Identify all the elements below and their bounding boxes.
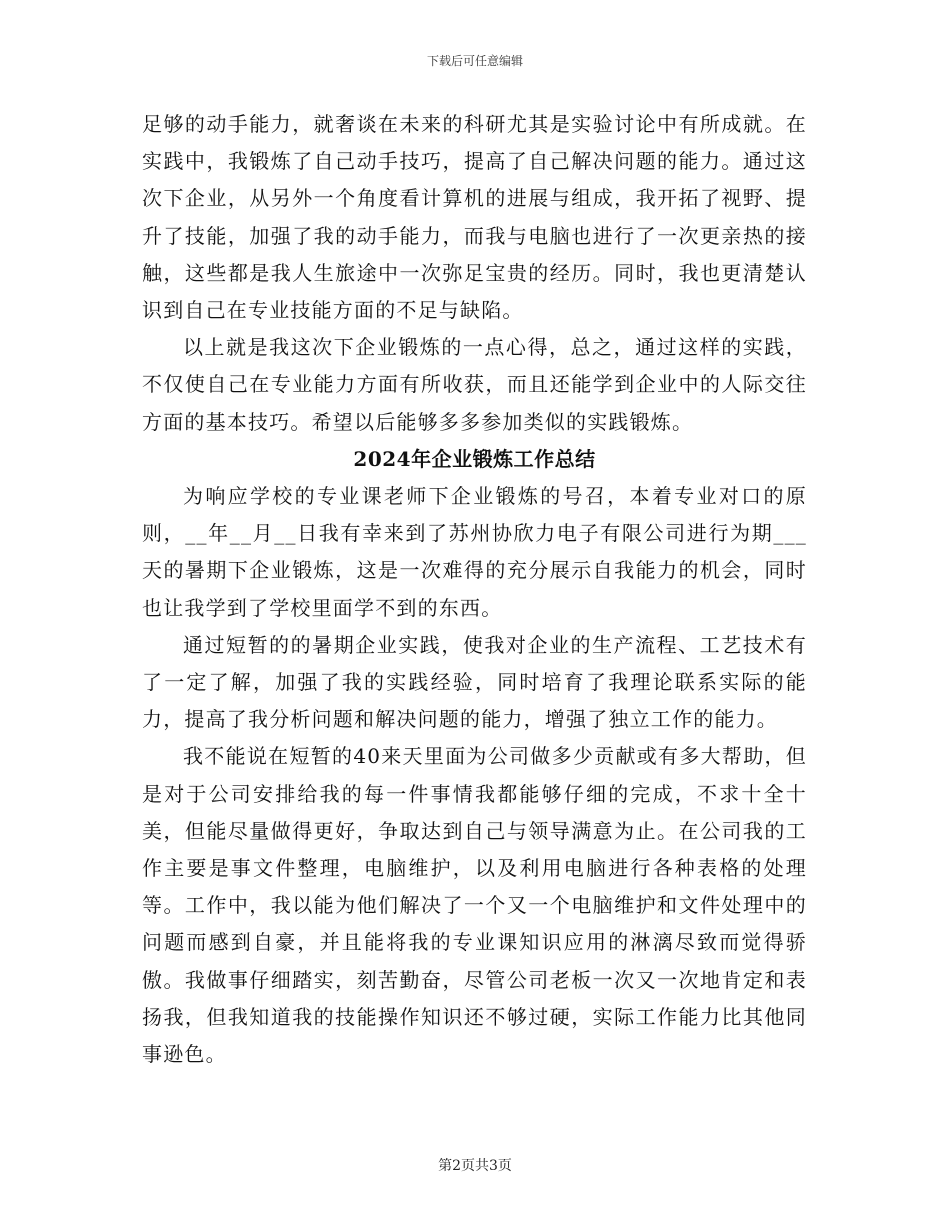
paragraph-continuation: 足够的动手能力，就奢谈在未来的科研尤其是实验讨论中有所成就。在实践中，我锻炼了自己动手技巧，提高了自己解决问题的能力。通过这次下企业，从另外一个角度看计算机的进展与组成，我开拓了视野、提升了技能，加强了我的动手能力，而我与电脑也进行了一次更亲热的接触，这些都是我人生旅途中一次弥足宝贵的经历。同时，我也更清楚认识到自己在专业技能方面的不足与缺陷。	[142, 112, 807, 323]
paragraph-conclusion: 以上就是我这次下企业锻炼的一点心得，总之，通过这样的实践，不仅使自己在专业能力方面有所收获，而且还能学到企业中的人际交往方面的基本技巧。希望以后能够多多参加类似的实践锻炼。	[142, 335, 807, 434]
page-number: 第2页共3页	[438, 1158, 512, 1174]
document-body	[142, 106, 807, 1073]
paragraph-intro: 为响应学校的专业课老师下企业锻炼的号召，本着专业对口的原则，__年__月__日我有幸来到了苏州协欣力电子有限公司进行为期___天的暑期下企业锻炼，这是一次难得的充分展示自我能力的机会，同时也让我学到了学校里面学不到的东西。	[142, 484, 807, 620]
section-title: 2024年企业锻炼工作总结	[353, 446, 596, 471]
paragraph-practice: 通过短暂的的暑期企业实践，使我对企业的生产流程、工艺技术有了一定了解，加强了我的实践经验，同时培育了我理论联系实际的能力，提高了我分析问题和解决问题的能力，增强了独立工作的能力。	[142, 632, 807, 732]
page-header: 下载后可任意编辑	[426, 54, 523, 68]
paragraph-work: 我不能说在短暂的40来天里面为公司做多少贡献或有多大帮助，但是对于公司安排给我的每一件事情我都能够仔细的完成，不求十全十美，但能尽量做得更好，争取达到自己与领导满意为止。在公司我的工作主要是事文件整理，电脑维护，以及利用电脑进行各种表格的处理等。工作中，我以能为他们解决了一个又一个电脑维护和文件处理中的问题而感到自豪，并且能将我的专业课知识应用的淋漓尽致而觉得骄傲。我做事仔细踏实，刻苦勤奋，尽管公司老板一次又一次地肯定和表扬我，但我知道我的技能操作知识还不够过硬，实际工作能力比其他同事逊色。	[142, 744, 807, 1067]
